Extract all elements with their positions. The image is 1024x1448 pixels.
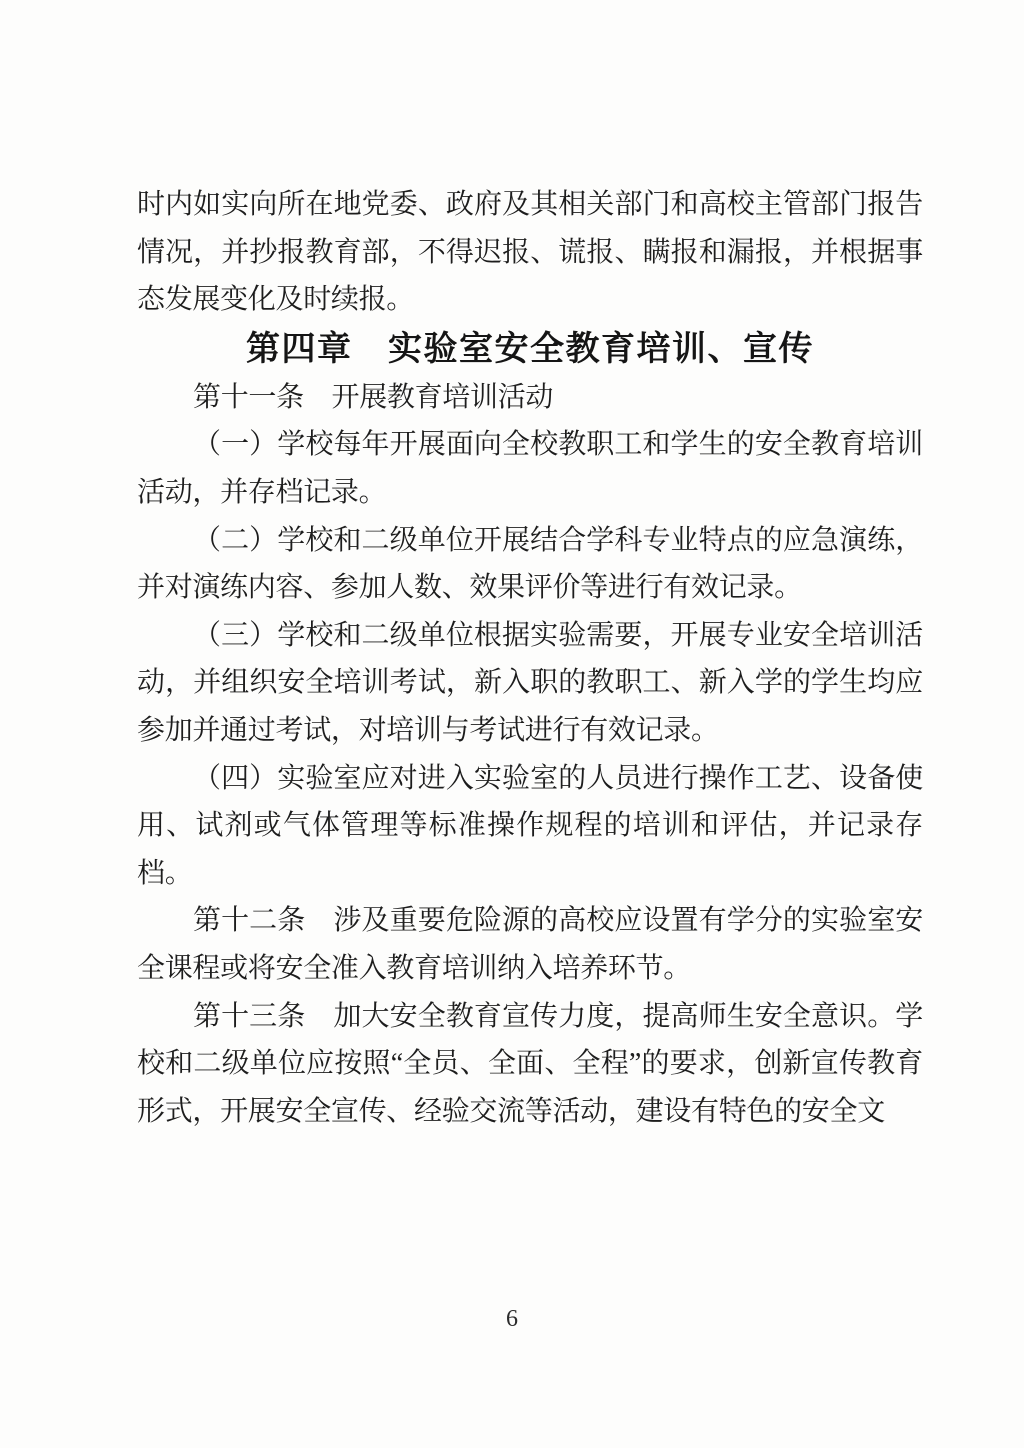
continuation-paragraph: 时内如实向所在地党委、政府及其相关部门和高校主管部门报告情况，并抄报教育部，不得迟报、谎报、瞒报和漏报，并根据事态发展变化及时续报。 [137, 189, 923, 316]
article-11-item-1: （一）学校每年开展面向全校教职工和学生的安全教育培训活动，并存档记录。 [137, 429, 923, 508]
article-13-paragraph: 第十三条 加大安全教育宣传力度，提高师生安全意识。学校和二级单位应按照“全员、全面、全程”的要求，创新宣传教育形式，开展安全宣传、经验交流等活动，建设有特色的安全文 [137, 1000, 923, 1127]
article-11-item-2: （二）学校和二级单位开展结合学科专业特点的应急演练，并对演练内容、参加人数、效果评价等进行有效记录。 [137, 524, 923, 604]
article-11-item-3: （三）学校和二级单位根据实验需要，开展专业安全培训活动，并组织安全培训考试，新入职的教职工、新入学的学生均应参加并通过考试，对培训与考试进行有效记录。 [137, 619, 923, 746]
page-number: 6 [506, 1306, 518, 1332]
article-11-title: 第十一条 开展教育培训活动 [193, 381, 554, 413]
article-11-item-4: （四）实验室应对进入实验室的人员进行操作工艺、设备使用、试剂或气体管理等标准操作规程的培训和评估，并记录存档。 [137, 762, 923, 889]
document-body [137, 181, 923, 1135]
chapter-heading: 第四章 实验室安全教育培训、宣传 [246, 329, 814, 368]
article-12-paragraph: 第十二条 涉及重要危险源的高校应设置有学分的实验室安全课程或将安全准入教育培训纳入培养环节。 [137, 905, 923, 984]
